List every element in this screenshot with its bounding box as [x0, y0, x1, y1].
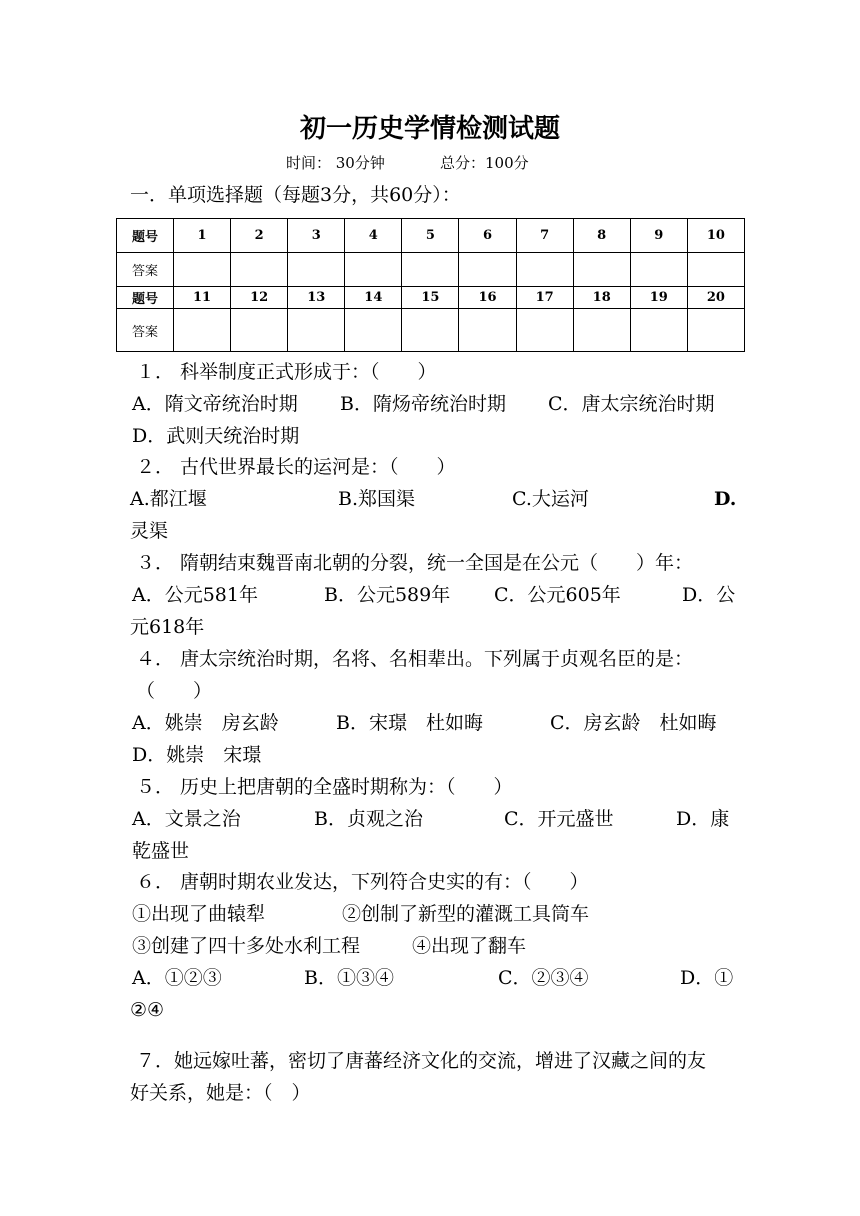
number-cell: 16 — [459, 287, 516, 309]
question-6-stem: ６． 唐朝时期农业发达，下列符合史实的有：（ ） — [136, 871, 589, 893]
answer-cell[interactable] — [231, 253, 288, 287]
exam-time: 时间： 30分钟 — [286, 154, 385, 172]
answer-grid — [116, 218, 745, 352]
question-4-stem-cont: （ ） — [136, 680, 213, 702]
answer-cell[interactable] — [573, 253, 630, 287]
answer-cell[interactable] — [459, 253, 516, 287]
number-cell: 8 — [573, 219, 630, 253]
number-cell: 3 — [288, 219, 345, 253]
question-5-stem: ５． 历史上把唐朝的全盛时期称为：（ ） — [136, 776, 513, 798]
exam-total-score: 总分：100分 — [440, 154, 529, 172]
number-cell: 17 — [516, 287, 573, 309]
answer-grid-answer-row — [117, 309, 745, 352]
answer-grid-answer-row — [117, 253, 745, 287]
answer-label-cell: 答案 — [117, 253, 174, 287]
q5-option-b: B．贞观之治 — [314, 808, 423, 830]
q6-item-1: ①出现了曲辕犁 — [132, 903, 266, 925]
page-title: 初一历史学情检测试题 — [299, 114, 560, 144]
number-cell: 19 — [630, 287, 687, 309]
number-label-cell: 题号 — [117, 219, 174, 253]
q6-option-d: D．① — [680, 967, 734, 989]
q4-option-d: D．姚崇 宋璟 — [132, 744, 262, 766]
q6-item-3: ③创建了四十多处水利工程 — [132, 935, 361, 957]
answer-cell[interactable] — [687, 253, 744, 287]
q5-option-c: C．开元盛世 — [504, 808, 614, 830]
q2-option-d: D. — [714, 488, 737, 510]
answer-grid-number-row — [117, 219, 745, 253]
question-3-stem: ３． 隋朝结束魏晋南北朝的分裂，统一全国是在公元（ ）年： — [136, 552, 694, 574]
number-cell: 7 — [516, 219, 573, 253]
answer-label-cell: 答案 — [117, 309, 174, 352]
answer-cell[interactable] — [630, 309, 687, 352]
number-cell: 6 — [459, 219, 516, 253]
q4-option-a: A．姚崇 房玄龄 — [132, 712, 279, 734]
number-cell: 1 — [174, 219, 231, 253]
answer-cell[interactable] — [174, 253, 231, 287]
answer-cell[interactable] — [459, 309, 516, 352]
q6-option-b: B．①③④ — [304, 967, 394, 989]
number-cell: 14 — [345, 287, 402, 309]
section-heading: 一．单项选择题（每题3分，共60分）： — [130, 184, 461, 206]
answer-cell[interactable] — [630, 253, 687, 287]
question-7-stem-cont: 好关系，她是：（ ） — [130, 1082, 311, 1104]
answer-cell[interactable] — [345, 253, 402, 287]
q3-option-a: A．公元581年 — [132, 584, 258, 606]
answer-cell[interactable] — [345, 309, 402, 352]
q5-option-d-cont: 乾盛世 — [132, 840, 190, 862]
number-cell: 10 — [687, 219, 744, 253]
number-cell: 20 — [687, 287, 744, 309]
q5-option-a: A．文景之治 — [132, 808, 241, 830]
question-4-stem: ４． 唐太宗统治时期，名将、名相辈出。下列属于贞观名臣的是： — [136, 648, 694, 670]
number-cell: 2 — [231, 219, 288, 253]
q2-option-a: A.都江堰 — [130, 488, 207, 510]
answer-cell[interactable] — [573, 309, 630, 352]
answer-cell[interactable] — [288, 309, 345, 352]
number-cell: 5 — [402, 219, 459, 253]
number-cell: 18 — [573, 287, 630, 309]
number-cell: 9 — [630, 219, 687, 253]
number-label-cell: 题号 — [117, 287, 174, 309]
number-cell: 11 — [174, 287, 231, 309]
q6-option-d-cont: ②④ — [130, 999, 165, 1021]
q6-option-a: A．①②③ — [132, 967, 222, 989]
q6-item-4: ④出现了翻车 — [412, 935, 527, 957]
q1-option-a: A．隋文帝统治时期 — [132, 393, 298, 415]
q3-option-c: C．公元605年 — [494, 584, 621, 606]
q5-option-d: D．康 — [676, 808, 730, 830]
answer-cell[interactable] — [288, 253, 345, 287]
q4-option-c: C．房玄龄 杜如晦 — [550, 712, 717, 734]
number-cell: 13 — [288, 287, 345, 309]
q1-option-d: D．武则天统治时期 — [132, 425, 300, 447]
number-cell: 4 — [345, 219, 402, 253]
answer-cell[interactable] — [516, 309, 573, 352]
q3-option-d-cont: 元618年 — [130, 616, 205, 638]
q2-option-c: C.大运河 — [512, 488, 589, 510]
q2-option-b: B.郑国渠 — [338, 488, 416, 510]
question-7-stem: ７．她远嫁吐蕃，密切了唐蕃经济文化的交流，增进了汉藏之间的友 — [136, 1050, 707, 1072]
q3-option-d: D．公 — [682, 584, 736, 606]
question-1-stem: １． 科举制度正式形成于：（ ） — [136, 361, 437, 383]
answer-grid-number-row — [117, 287, 745, 309]
question-2-stem: ２． 古代世界最长的运河是：（ ） — [136, 456, 456, 478]
answer-cell[interactable] — [516, 253, 573, 287]
q1-option-b: B．隋炀帝统治时期 — [340, 393, 506, 415]
q6-item-2: ②创制了新型的灌溉工具筒车 — [342, 903, 590, 925]
q4-option-b: B．宋璟 杜如晦 — [336, 712, 483, 734]
answer-cell[interactable] — [402, 309, 459, 352]
number-cell: 15 — [402, 287, 459, 309]
number-cell: 12 — [231, 287, 288, 309]
answer-cell[interactable] — [687, 309, 744, 352]
answer-cell[interactable] — [174, 309, 231, 352]
answer-cell[interactable] — [231, 309, 288, 352]
answer-cell[interactable] — [402, 253, 459, 287]
q3-option-b: B．公元589年 — [324, 584, 451, 606]
q2-option-d-text: 灵渠 — [130, 520, 169, 542]
q6-option-c: C．②③④ — [498, 967, 589, 989]
q1-option-c: C．唐太宗统治时期 — [548, 393, 715, 415]
